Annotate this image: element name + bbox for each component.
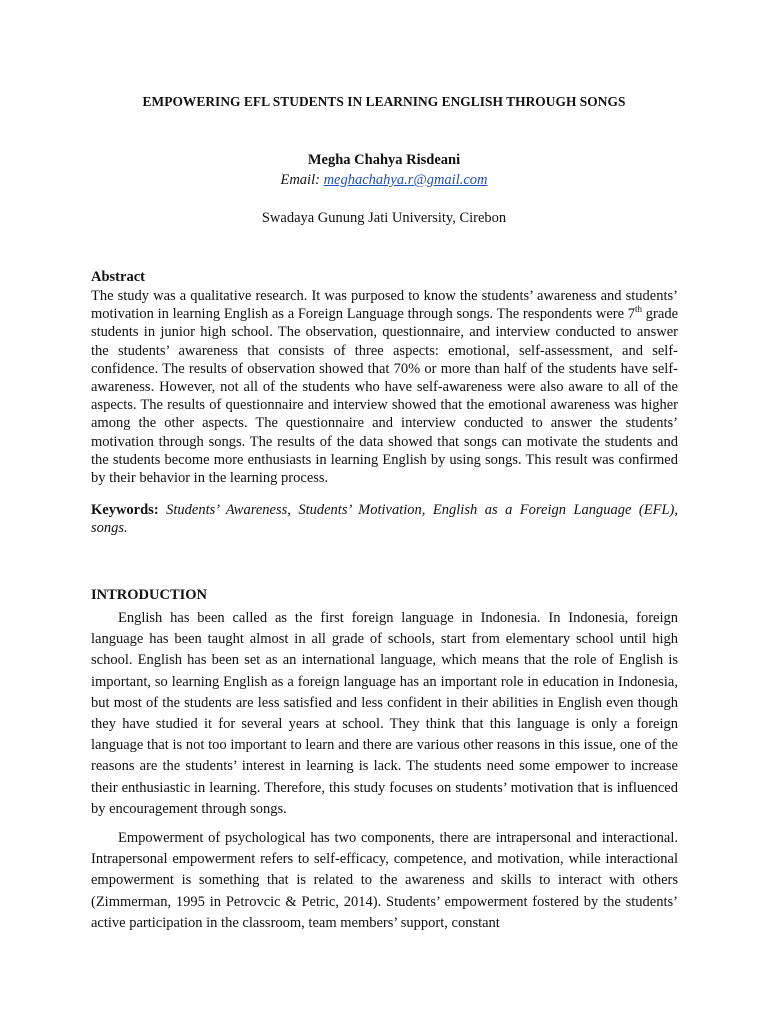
keywords-list: Students’ Awareness, Students’ Motivation, English as a Foreign Language (EFL), songs. (91, 502, 678, 537)
introduction-paragraph-2: Empowerment of psychological has two components, there are intrapersonal and interactional. Intrapersonal empowerment refers to self-efficacy, competence, and motivation, while interactional empowerment is something that is related to the awareness and skills to interact with others (Zimmerman, 1995 in Petrovcic & Petric, 2014). Students’ empowerment fostered by the students’ active participation in the classroom, team members’ support, constant (91, 830, 678, 931)
author-affiliation: Swadaya Gunung Jati University, Cirebon (261, 210, 507, 226)
keywords-line (91, 501, 678, 537)
abstract-text-part2: grade students in junior high school. The observation, questionnaire, and interview conducted to answer the students’ awareness that consists of three aspects: emotional, self-assessment, and self-confidence. The results of observation showed that 70% or more than half of the students have self-awareness. However, not all of the students who have self-awareness were also aware to all of the aspects. The results of questionnaire and interview showed that the emotional awareness was higher among the other aspects. The questionnaire and interview conducted to answer the students’ motivation through songs. The results of the data showed that songs can motivate the students and the students become more enthusiasts in learning English by using songs. This result was confirmed by their behavior in the learning process. (91, 306, 679, 487)
keywords-label: Keywords: (91, 502, 159, 518)
abstract-heading: Abstract (91, 269, 145, 285)
introduction-heading: INTRODUCTION (91, 587, 208, 603)
author-email-line (0, 172, 768, 189)
abstract-text-part1: The study was a qualitative research. It was purposed to know the students’ awareness and students’ motivation in learning English as a Foreign Language through songs. The respondents were 7 (91, 288, 678, 323)
author-name: Megha Chahya Risdeani (307, 152, 461, 168)
email-label: Email: (280, 172, 324, 188)
paper-title: EMPOWERING EFL STUDENTS IN LEARNING ENGLISH THROUGH SONGS (142, 94, 626, 109)
abstract-body (91, 287, 678, 487)
introduction-paragraph-1: English has been called as the first foreign language in Indonesia. In Indonesia, foreign language has been taught almost in all grade of schools, start from elementary school until high school. English has been set as an international language, which means that the role of English is important, so learning English as a foreign language has an important role in education in Indonesia, but most of the students are less satisfied and less confident in their abilities in English even though they have studied it for several years at school. They think that this language is only a foreign language that is not too important to learn and there are various other reasons in this issue, one of the reasons are the students’ interest in learning is lack. The students need some empower to increase their enthusiastic in learning. Therefore, this study focuses on students’ motivation that is influenced by encouragement through songs. (91, 610, 678, 817)
email-link[interactable]: meghachahya.r@gmail.com (323, 172, 488, 188)
superscript-th: th (635, 304, 643, 315)
